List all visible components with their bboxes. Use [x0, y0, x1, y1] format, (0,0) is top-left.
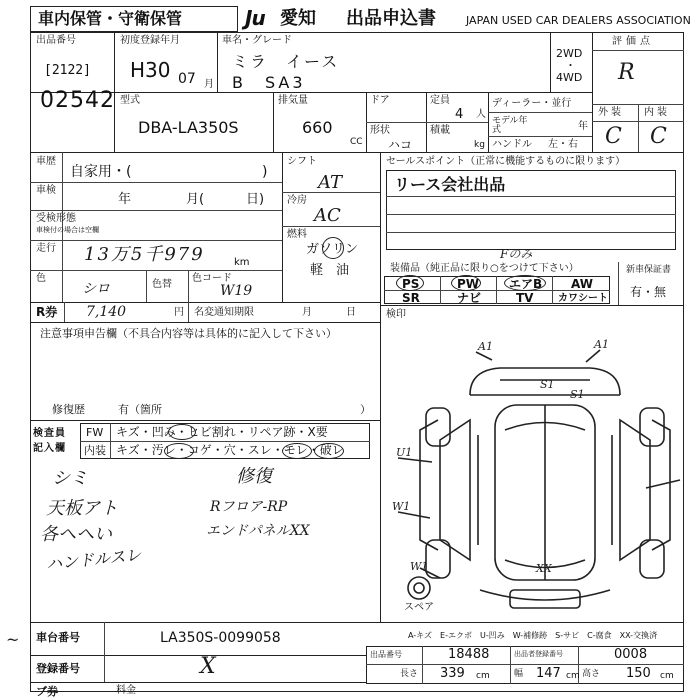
- lot-bracket: [2122]: [44, 63, 91, 78]
- ac-value: AC: [314, 205, 341, 226]
- usage-close: ): [262, 164, 268, 180]
- dim-width: 147: [536, 666, 561, 681]
- repair-close: ）: [360, 403, 371, 416]
- equipment-airbag: エアB: [509, 277, 543, 291]
- name-change-month: 月: [302, 307, 312, 318]
- dim-length-unit: cm: [476, 671, 490, 681]
- dim-lot-label: 出品番号: [370, 650, 402, 659]
- inspection-label: 車検: [36, 185, 56, 196]
- eval-score: R: [618, 60, 635, 85]
- dim-height-label: 高さ: [582, 669, 601, 679]
- dim-reg: 0008: [614, 647, 648, 662]
- dim-reg-label: 出品者登録番号: [514, 650, 563, 658]
- org-english: JAPAN USED CAR DEALERS ASSOCIATION: [466, 14, 691, 27]
- dim-height-unit: cm: [660, 671, 674, 681]
- fuel-other: 軽 油: [310, 263, 350, 278]
- ju-logo: Ju: [245, 6, 265, 30]
- storage-note: 車内保管・守衛保管: [38, 9, 183, 28]
- inspection-day-unit: 日): [246, 192, 265, 207]
- model-year-unit: 年: [578, 121, 588, 132]
- warranty-value: 有・無: [630, 285, 667, 299]
- equipment-label: 装備品（純正品に限り○をつけて下さい）: [390, 263, 579, 274]
- inspector-note: 天板アト: [46, 498, 118, 519]
- eval-exterior-label: 外装: [598, 107, 624, 118]
- inspection-month-unit: 月(: [186, 192, 205, 207]
- dim-width-label: 幅: [514, 669, 524, 679]
- capacity-unit: 人: [476, 109, 486, 120]
- ac-label: 冷房: [287, 195, 307, 206]
- name-change-day: 日: [346, 307, 356, 318]
- model-year-label: モデル年式: [492, 116, 528, 136]
- diagram-mark: S1: [570, 388, 585, 401]
- equipment-aw: AW: [571, 277, 593, 291]
- plate-label: 登録番号: [36, 662, 80, 675]
- load-label: 積載: [430, 125, 450, 136]
- form-title: 出品申込書: [346, 8, 436, 29]
- displacement-value: 660: [302, 118, 333, 137]
- shape-label: 形状: [370, 125, 390, 136]
- inspector-note-right: エンドパネルXX: [206, 523, 310, 539]
- lot-label: 出品番号: [36, 35, 76, 46]
- fuel-label: 燃料: [287, 229, 307, 240]
- diagram-mark: A1: [478, 340, 493, 353]
- rule: [422, 646, 423, 684]
- wd-dot: ・: [565, 59, 576, 72]
- steering-label: ハンドル: [492, 139, 532, 150]
- registration-month: 07: [178, 71, 196, 87]
- car-grade: B SA3: [232, 73, 306, 92]
- inspector-int-label: 内装: [84, 444, 106, 457]
- mileage-label: 走行: [36, 243, 56, 254]
- doors-label: ドア: [370, 95, 390, 106]
- inspector-note: ハンドルスレ: [45, 545, 143, 574]
- shift-value: AT: [318, 172, 343, 193]
- recycle-unit: 円: [174, 307, 184, 318]
- recycle-value: 7,140: [86, 304, 127, 320]
- eval-exterior-grade: C: [605, 124, 622, 149]
- inspector-note: 各ヘヘい: [40, 524, 112, 545]
- color-change-label: 色替: [152, 279, 172, 290]
- eval-interior-grade: C: [650, 124, 667, 149]
- bottom-label: ブ券: [36, 685, 58, 698]
- load-unit: kg: [474, 140, 485, 150]
- receipt-label: 受検形態: [36, 213, 76, 224]
- inspection-year-unit: 年: [118, 192, 132, 207]
- diagram-mark: W1: [410, 560, 429, 573]
- selling-points-label: セールスポイント（正常に機能するものに限ります）: [386, 156, 626, 167]
- name-change-label: 名変通知期限: [194, 307, 254, 318]
- receipt-sub: 車検付の場合は空欄: [36, 226, 99, 234]
- inspector-note-right: Rフロア-RP: [210, 499, 288, 515]
- lot-number: 02542: [40, 88, 115, 113]
- inspector-label: 検査員記入欄: [33, 428, 66, 454]
- displacement-unit: CC: [350, 137, 363, 147]
- margin-mark: ~: [6, 630, 20, 649]
- dim-lot: 18488: [448, 647, 490, 662]
- inspector-note-right: 修復: [236, 466, 272, 487]
- diagram-mark: W1: [392, 500, 411, 513]
- color-value: シロ: [82, 281, 110, 297]
- rule: [510, 646, 511, 684]
- damage-legend: A-キズ E-エクボ U-凹み W-補修跡 S-サビ C-腐食 XX-交換済: [408, 631, 658, 640]
- equipment-navi: ナビ: [457, 291, 482, 305]
- diagram-mark: S1: [540, 378, 555, 391]
- dim-width-unit: cm: [566, 671, 580, 681]
- dim-length: 339: [440, 666, 465, 681]
- steering-sides: 左・右: [548, 139, 578, 150]
- plate-cross: X: [200, 654, 216, 679]
- warranty-label: 新車保証書: [626, 265, 672, 275]
- model-label: 型式: [120, 95, 140, 106]
- diagram-mark: U1: [396, 446, 413, 459]
- diagram-mark: A1: [594, 338, 609, 351]
- four-wd: 4WD: [556, 71, 583, 84]
- registration-label: 初度登録年月: [120, 35, 180, 46]
- color-code-label: 色コード: [192, 273, 232, 284]
- chassis-label: 車台番号: [36, 631, 80, 644]
- inspector-fw-items: キズ・凹み・ヒビ割れ・リペア跡・X要: [116, 425, 328, 439]
- registration-era-year: H30: [130, 58, 171, 82]
- org-name: 愛知: [280, 8, 316, 29]
- repair-label: 修復歴: [52, 403, 85, 416]
- inspector-note: シミ: [52, 468, 88, 489]
- rule: [104, 622, 105, 682]
- notes-label: 注意事項申告欄（不具合内容等は具体的に記入して下さい）: [40, 327, 337, 340]
- two-wd: 2WD: [556, 47, 583, 60]
- color-label: 色: [36, 273, 46, 284]
- dealer-label: ディーラー・並行: [492, 98, 572, 109]
- chassis-value: LA350S-0099058: [160, 630, 281, 646]
- eval-interior-label: 内装: [644, 107, 670, 118]
- equipment-sr: SR: [402, 291, 420, 305]
- car-name: ミラ イース: [232, 52, 340, 71]
- shape-value: ハコ: [388, 138, 413, 152]
- equipment-tv: TV: [516, 291, 534, 305]
- capacity-label: 定員: [430, 95, 450, 106]
- rule: [366, 664, 684, 665]
- registration-month-unit: 月: [204, 79, 214, 90]
- fuel-value: ガソリン: [306, 242, 359, 257]
- equipment-pw: PW: [457, 277, 480, 291]
- equipment-seat: カワシート: [558, 293, 608, 304]
- diagram-mark: XX: [536, 562, 552, 575]
- recycle-label: R券: [36, 305, 58, 319]
- bottom-sub: 料金: [116, 685, 136, 696]
- usage-label: 車歴: [36, 156, 56, 167]
- stamp-label: 検印: [386, 309, 406, 320]
- displacement-label: 排気量: [278, 95, 308, 106]
- model-value: DBA-LA350S: [138, 118, 239, 137]
- inspector-int-items: キズ・汚レ・コゲ・穴・スレ・モレ・破レ: [116, 443, 344, 457]
- usage-value: 自家用・(: [70, 164, 132, 180]
- inspector-fw-label: FW: [86, 426, 104, 439]
- mileage-unit: km: [234, 257, 250, 268]
- equipment-note: Fのみ: [500, 247, 533, 261]
- selling-points-value: リース会社出品: [394, 175, 506, 194]
- color-code-value: W19: [220, 283, 253, 299]
- shift-label: シフト: [287, 156, 317, 167]
- spare-label: スペア: [404, 602, 434, 613]
- dim-height: 150: [626, 666, 651, 681]
- repair-value: 有（箇所: [118, 403, 162, 416]
- mileage-value: 13万5千979: [84, 244, 205, 265]
- car-name-label: 車名・グレード: [222, 35, 292, 46]
- capacity-value: 4: [455, 107, 464, 122]
- eval-label: 評価点: [612, 36, 654, 47]
- dim-length-label: 長さ: [400, 669, 419, 679]
- equipment-ps: PS: [402, 277, 420, 291]
